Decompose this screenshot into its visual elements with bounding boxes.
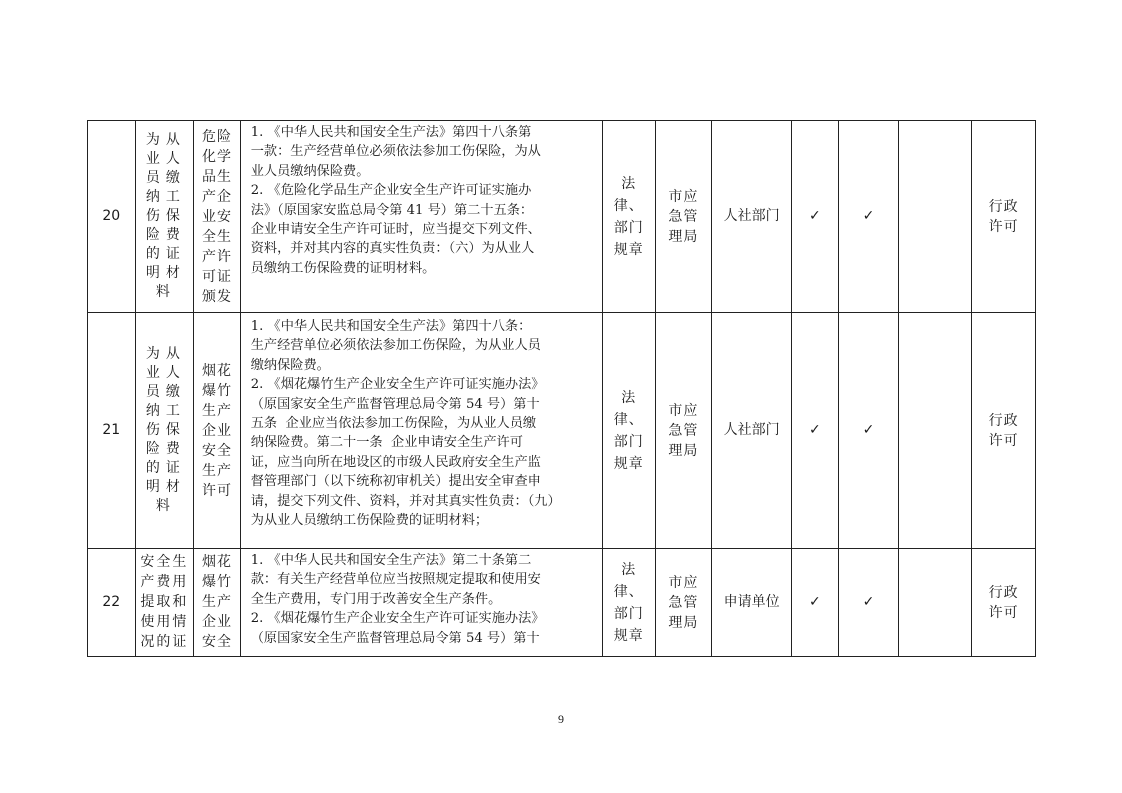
category: 行政许可 <box>988 584 1019 621</box>
category-cell <box>972 313 1036 549</box>
basis-line: 缴纳保险费。 <box>250 357 330 373</box>
issuer: 申请单位 <box>712 549 792 657</box>
authority: 市应急管理局 <box>668 574 699 631</box>
item-name-cell <box>135 549 194 657</box>
authority-cell <box>655 313 712 549</box>
page-number: 9 <box>558 712 564 726</box>
check-mark-a: ✓ <box>792 549 839 657</box>
basis-line: 2. 《危险化学品生产企业安全生产许可证实施办 <box>250 183 532 199</box>
issuer: 人社部门 <box>712 313 792 549</box>
basis-line: 2. 《烟花爆竹生产企业安全生产许可证实施办法》 <box>250 377 545 393</box>
basis-line: 请，提交下列文件、资料，并对其真实性负责：（九） <box>250 493 561 509</box>
item-name: 安全生产费用提取和使用情况的证 <box>140 554 189 650</box>
basis-line: 员缴纳工伤保险费的证明材料。 <box>250 260 436 276</box>
basis-line: 督管理部门（以下统称初审机关）提出安全审查申 <box>250 474 541 490</box>
basis-line: 证，应当向所在地设区的市级人民政府安全生产监 <box>250 454 541 470</box>
row-number: 22 <box>88 549 136 657</box>
basis-line: 1. 《中华人民共和国安全生产法》第四十八条第 <box>250 125 532 140</box>
basis-line: （原国家安全生产监督管理总局令第 54 号）第十 <box>250 396 540 412</box>
basis-line: 五条 企业应当依法参加工伤保险，为从业人员缴 <box>250 416 537 432</box>
category-cell <box>972 121 1036 313</box>
matter-cell <box>194 313 241 549</box>
basis-line: 1. 《中华人民共和国安全生产法》第四十八条： <box>250 319 532 334</box>
legal-basis-cell <box>240 549 602 657</box>
row-number: 20 <box>88 121 136 313</box>
authority: 市应急管理局 <box>668 402 699 459</box>
matter-cell <box>194 549 241 657</box>
basis-type-cell <box>602 313 655 549</box>
basis-type: 法律、部门规章 <box>613 175 644 258</box>
basis-type: 法律、部门规章 <box>613 561 644 644</box>
blank-cell <box>899 313 972 549</box>
basis-line: 企业申请安全生产许可证时，应当提交下列文件、 <box>250 222 541 238</box>
blank-cell <box>899 549 972 657</box>
basis-type-cell <box>602 121 655 313</box>
table-row <box>88 121 1036 313</box>
basis-line: （原国家安全生产监督管理总局令第 54 号）第十 <box>250 630 540 646</box>
basis-line: 生产经营单位必须依法参加工伤保险，为从业人员 <box>250 338 541 354</box>
matter-name: 烟花爆竹生产企业安全 <box>201 554 232 650</box>
basis-type-cell <box>602 549 655 657</box>
basis-line: 资料，并对其内容的真实性负责：（六）为从业人 <box>250 241 535 257</box>
check-mark-b: ✓ <box>838 313 899 549</box>
requirements-table <box>87 120 1036 657</box>
item-name: 为从业人员缴纳工伤保险费的证明材料 <box>145 346 186 514</box>
check-mark-a: ✓ <box>792 121 839 313</box>
basis-line: 一款：生产经营单位必须依法参加工伤保险，为从 <box>250 144 541 160</box>
basis-line: 1. 《中华人民共和国安全生产法》第二十条第二 <box>250 553 532 568</box>
check-mark-b: ✓ <box>838 121 899 313</box>
category: 行政许可 <box>988 198 1019 235</box>
issuer: 人社部门 <box>712 121 792 313</box>
basis-line: 纳保险费。第二十一条 企业申请安全生产许可 <box>250 435 523 451</box>
check-mark-a: ✓ <box>792 313 839 549</box>
basis-line: 款：有关生产经营单位应当按照规定提取和使用安 <box>250 572 541 588</box>
matter-cell <box>194 121 241 313</box>
item-name: 为从业人员缴纳工伤保险费的证明材料 <box>145 132 186 300</box>
basis-line: 法》（原国家安监总局令第 41 号）第二十五条： <box>250 202 534 218</box>
basis-line: 全生产费用，专门用于改善安全生产条件。 <box>250 591 502 607</box>
item-name-cell <box>135 313 194 549</box>
check-mark-b: ✓ <box>838 549 899 657</box>
item-name-cell <box>135 121 194 313</box>
authority: 市应急管理局 <box>668 188 699 245</box>
authority-cell <box>655 121 712 313</box>
legal-basis-cell <box>240 313 602 549</box>
matter-name: 危险化学品生产企业安全生产许可证颁发 <box>201 128 232 305</box>
matter-name: 烟花爆竹生产企业安全生产许可 <box>201 362 232 499</box>
basis-type: 法律、部门规章 <box>613 389 644 472</box>
category-cell <box>972 549 1036 657</box>
blank-cell <box>899 121 972 313</box>
authority-cell <box>655 549 712 657</box>
basis-line: 2. 《烟花爆竹生产企业安全生产许可证实施办法》 <box>250 611 545 627</box>
legal-basis-cell <box>240 121 602 313</box>
row-number: 21 <box>88 313 136 549</box>
basis-line: 为从业人员缴纳工伤保险费的证明材料； <box>250 513 489 529</box>
category: 行政许可 <box>988 412 1019 449</box>
table-row <box>88 549 1036 657</box>
basis-line: 业人员缴纳保险费。 <box>250 163 370 179</box>
table-row <box>88 313 1036 549</box>
